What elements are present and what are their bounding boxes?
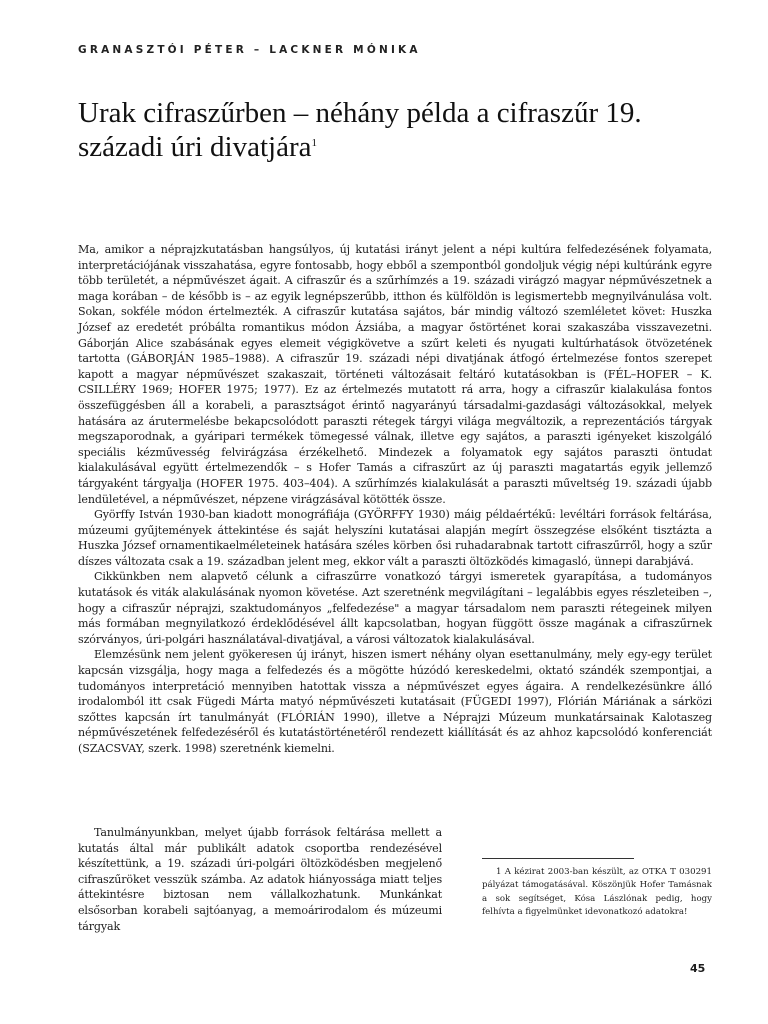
title-footnote-marker[interactable]: 1 bbox=[311, 137, 317, 149]
running-header-authors: GRANASZTÓI PÉTER – LACKNER MÓNIKA bbox=[78, 44, 421, 56]
body-paragraph: Elemzésünk nem jelent gyökeresen új irányt, hiszen ismert néhány olyan esettanulmány, mely egy-egy terület kapcsán vizsgálja, hogy maga a felfedezés és a mögötte húzódó kereskedelmi, oktató szándék szempontjai, a tudományos interpretáció mennyiben hatottak vissza a népművészet egyes ágaira. A rendelkezésünkre álló irodalomból itt csak Fügedi Márta matyó népművészeti kutatásait (FÜGEDI 1997), Flórián Máriának a sárközi szőttes kapcsán írt tanulmányát (FLÓRIÁN 1990), illetve a Néprajzi Múzeum munkatársainak Kalotaszeg népművészetének felfedezéséről és kutatástörténetéről rendezett kiállítását és az ahhoz kapcsolódó konferenciát (SZACSVAY, szerk. 1998) szeretnénk kiemelni. bbox=[78, 648, 712, 755]
footnote-divider bbox=[482, 858, 634, 859]
body-paragraph: Cikkünkben nem alapvető célunk a cifraszűrre vonatkozó tárgyi ismeretek gyarapítása, a tudományos kutatások és viták alakulásának nyomon követése. Azt szeretnénk megvilágítani – legalábbis egyes részleteiben –, hogy a cifraszűr néprajzi, szaktudományos „felfedezése" a magyar társadalom nem paraszti rétegeinek milyen más formában megnyilatkozó érdeklődésével állt kapcsolatban, hogyan függött össze magának a cifraszűrnek szórványos, úri-polgári használatával-divatjával, a városi változatok kialakulásával. bbox=[78, 570, 712, 646]
body-paragraph: Tanulmányunkban, melyet újabb források feltárása mellett a kutatás által már publikált adatok csoportba rendezésével készítettünk, a 19. századi úri-polgári öltözködésben megjelenő cifraszűröket vesszük számba. Az adatok hiányossága miatt teljes áttekintésre biztosan nem vállalkozhatunk. Munkánkat elsősorban korabeli sajtóanyag, a memoárirodalom és múzeumi tárgyak bbox=[78, 826, 442, 933]
body-paragraph: Ma, amikor a néprajzkutatásban hangsúlyos, új kutatási irányt jelent a népi kultúra felfedezésének folyamata, interpretációjának visszahatása, egyre fontosabb, hogy ebből a szempontból gondoljuk végig népi kultúránk egyre több területét, a népművészet ágait. A cifraszűr és a szűrhímzés a 19. századi virágzó magyar népművészetnek a maga korában – de később is – az egyik legnépszerűbb, itthon és külföldön is legismertebb megnyilvánulása volt. Sokan, sokféle módon értelmezték. A cifraszűr kutatása sajátos, bár mindig változó szemléletet követ: Huszka József az eredetét próbálta romantikus módon Ázsiába, a magyar őstörténet korai szakaszába visszavezetni. Gáborján Alice szabásának egyes elemeit végigkövetve a szűrt keleti és nyugati kultúrhatások ötvözetének tartotta (GÁBORJÁN 1985–1988). A cifraszűr 19. századi népi divatjának átfogó értelmezése fontos szerepet kapott a magyar népművészet szakaszait, történeti változásait feltáró kutatásokban is (FÉL–HOFER – K. CSILLÉRY 1969; HOFER 1975; 1977). Ez az értelmezés mutatott rá arra, hogy a cifraszűr kialakulása fontos összefüggésben áll a korabeli, a parasztságot érintő nagyarányú társadalmi-gazdasági változásokkal, melyek hatására az árutermelésbe bekapcsolódott paraszti rétegek tárgyi világa megváltozik, a reprezentációs tárgyak megszaporodnak, a gyáripari termékek tömegessé válnak, illetve egy sajátos, a paraszti igényeket kiszolgáló speciális kézművesség felvirágzása érzékelhető. Mindezek a folyamatok egy sajátos paraszti öntudat kialakulásával együtt értelmezendők – s Hofer Tamás a cifraszűrt az új paraszti magatartás egyik jellemző tárgyaként tárgyalja (HOFER 1975. 403–404). A szűrhímzés kialakulását a paraszti műveltség 19. századi újabb lendületével, a népművészet, népzene virágzásával kötötték össze. bbox=[78, 243, 712, 506]
body-paragraph: Györffy István 1930-ban kiadott monográfiája (GYÖRFFY 1930) máig példaértékű: levéltári források feltárása, múzeumi gyűjtemények áttekintése és saját helyszíni kutatásai alapján megírt összegzése elsőként tisztázta a Huszka József ornamentikaelméleteinek hatására széles körben ősi ruhadarabnak tartott cifraszűrről, hogy a szűr díszes változata csak a 19. században jelent meg, ekkor vált a paraszti öltözködés kimagasló, ünnepi darabjává. bbox=[78, 508, 712, 568]
article-title bbox=[78, 96, 718, 164]
footnote bbox=[482, 866, 712, 920]
page-number: 45 bbox=[690, 962, 706, 975]
footnote-text: 1 A kézirat 2003-ban készült, az OTKA T 030291 pályázat támogatásával. Köszönjük Hofer Tamásnak a sok segítséget, Kósa Lászlónak pedig, hogy felhívta a figyelmünket idevonatkozó adatokra! bbox=[482, 867, 712, 918]
article-title-text: Urak cifraszűrben – néhány példa a cifraszűr 19. századi úri divatjára bbox=[78, 97, 642, 163]
article-body bbox=[78, 242, 712, 757]
body-left-column bbox=[78, 825, 442, 934]
